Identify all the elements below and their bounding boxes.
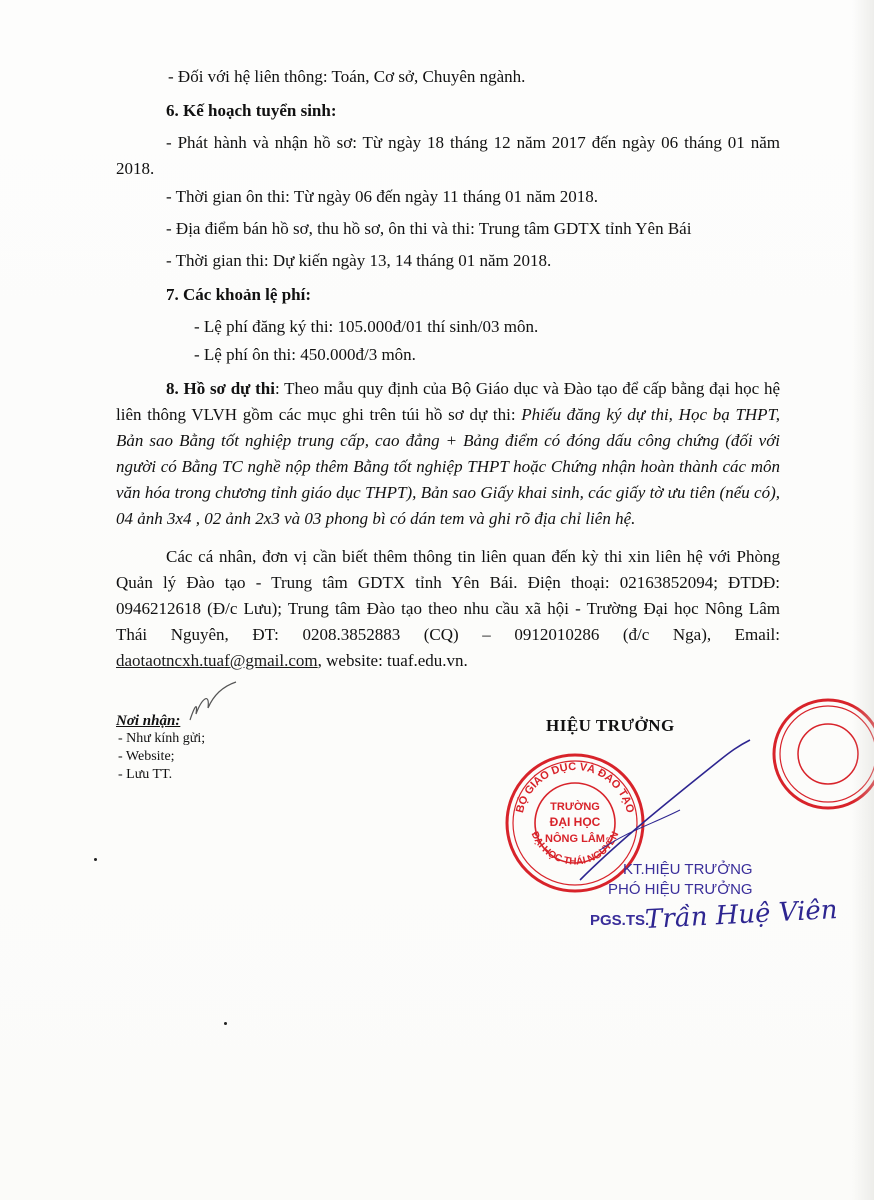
- signer-title-prefix: PGS.TS.: [590, 912, 650, 929]
- scan-speck: [94, 858, 97, 861]
- contact-text: Các cá nhân, đơn vị cần biết thêm thông tin liên quan đến kỳ thi xin liên hệ với Phòng Quản lý Đào tạo - Trung tâm GDTX tỉnh Yên Bái. Điện thoại: 02163852094; ĐTDĐ: 0946212618 (Đ/c Lưu); Trung tâm Đào tạo theo nhu cầu xã hội - Trường Đại học Nông Lâm Thái Nguyên, ĐT: 0208.3852883 (CQ) – 0912010286 (đ/c Nga), Email:: [116, 547, 780, 644]
- section-8-paragraph: [116, 376, 780, 532]
- contact-paragraph: [116, 544, 780, 674]
- signer-name: Trần Huệ Viên: [644, 894, 839, 936]
- section-7-item-2: - Lệ phí ôn thi: 450.000đ/3 môn.: [194, 345, 416, 364]
- scan-speck: [224, 1022, 227, 1025]
- recipient-item: - Website;: [118, 749, 175, 764]
- seal-center-line-3: NÔNG LÂM: [545, 833, 605, 845]
- scan-edge-shadow: [852, 0, 874, 1200]
- section-8-lead: : Theo mẫu quy định của Bộ Giáo dục và Đào tạo để cấp bằng đại học hệ liên thông VLVH gồm các mục ghi trên túi hồ sơ dự thi:: [116, 379, 780, 424]
- signature-line-2: PHÓ HIỆU TRƯỞNG: [608, 881, 753, 898]
- recipient-item: - Như kính gửi;: [118, 731, 206, 746]
- seal-center-line-2: ĐẠI HỌC: [549, 815, 601, 829]
- recipient-item: - Lưu TT.: [118, 767, 173, 782]
- section-8-documents: Phiếu đăng ký dự thi, Học bạ THPT, Bản sao Bằng tốt nghiệp trung cấp, cao đẳng + Bảng điểm có đóng dấu công chứng (đối với người có Bằng TC nghề nộp thêm Bằng tốt nghiệp THPT hoặc Chứng nhận hoàn thành các môn văn hóa trong chương tỉnh giáo dục THPT), Bản sao Giấy khai sinh, các giấy tờ ưu tiên (nếu có), 04 ảnh 3x4 , 02 ảnh 2x3 và 03 phong bì có dán tem và ghi rõ địa chỉ liên hệ.: [116, 405, 781, 528]
- lienthong-subjects: - Đối với hệ liên thông: Toán, Cơ sở, Chuyên ngành.: [168, 67, 526, 86]
- section-6-item-2: - Thời gian ôn thi: Từ ngày 06 đến ngày 11 tháng 01 năm 2018.: [166, 187, 598, 206]
- section-6-item-4: - Thời gian thi: Dự kiến ngày 13, 14 tháng 01 năm 2018.: [166, 251, 552, 270]
- recipients-block: [116, 712, 205, 784]
- email-link[interactable]: daotaotncxh.tuaf@gmail.com: [116, 651, 318, 670]
- section-8-title: 8. Hồ sơ dự thi: [166, 379, 275, 398]
- signature-line-1: KT.HIỆU TRƯỞNG: [623, 861, 753, 878]
- section-6-item-3: - Địa điểm bán hồ sơ, thu hồ sơ, ôn thi và thi: Trung tâm GDTX tỉnh Yên Bái: [166, 219, 692, 238]
- website-text: , website: tuaf.edu.vn.: [317, 651, 468, 670]
- section-7-title: 7. Các khoản lệ phí:: [166, 285, 311, 304]
- recipients-title: Nơi nhận:: [116, 713, 181, 729]
- section-7-item-1: - Lệ phí đăng ký thi: 105.000đ/01 thí sinh/03 môn.: [194, 317, 539, 336]
- signature-heading: HIỆU TRƯỞNG: [546, 716, 675, 735]
- seal-center-line-1: TRƯỜNG: [550, 801, 600, 813]
- signature-titles: [608, 860, 753, 900]
- seal-bottom-text: ĐẠI HỌC THÁI NGUYÊN: [528, 830, 622, 868]
- section-6-item-1: - Phát hành và nhận hồ sơ: Từ ngày 18 tháng 12 năm 2017 đến ngày 06 tháng 01 năm 2018.: [116, 133, 780, 178]
- seal-outer-text: BỘ GIÁO DỤC VÀ ĐÀO TẠO: [514, 760, 636, 815]
- section-6-title: 6. Kế hoạch tuyển sinh:: [166, 101, 337, 120]
